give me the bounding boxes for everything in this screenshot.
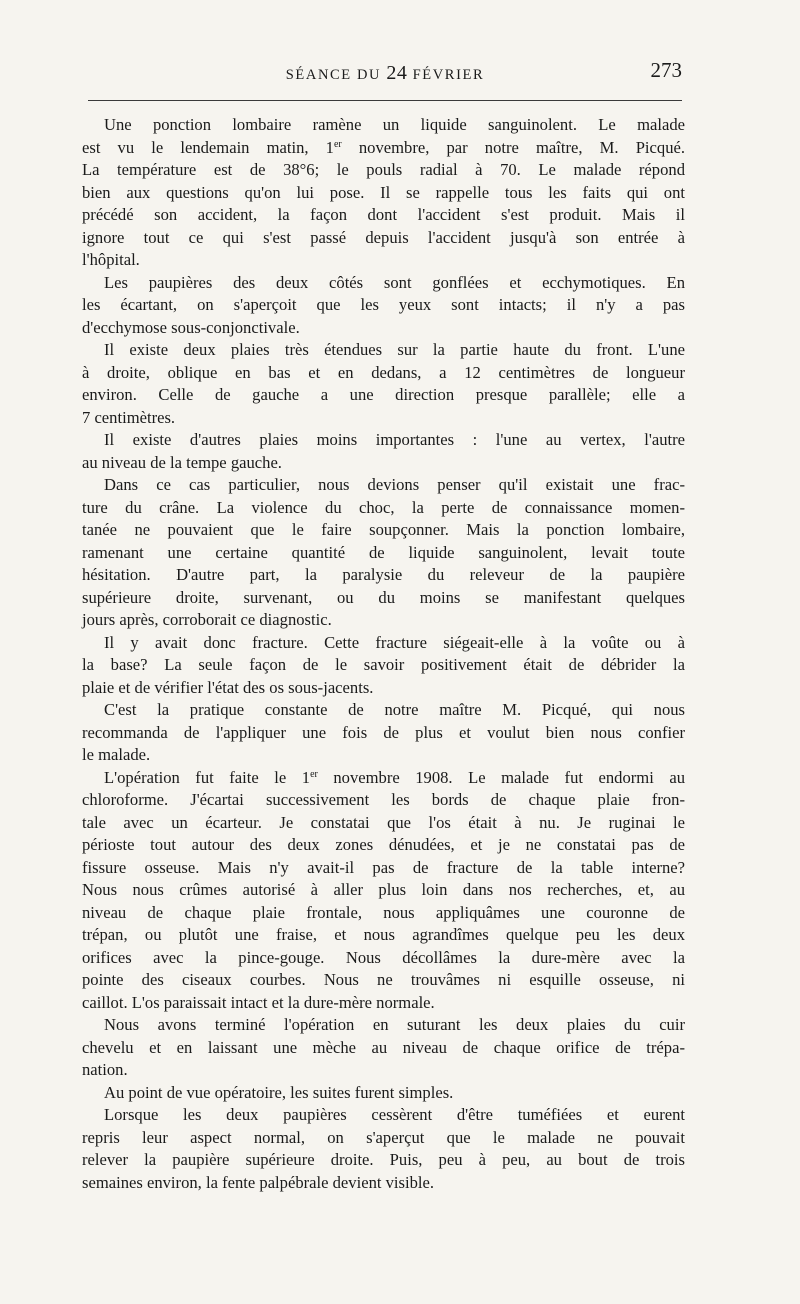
text-line: trépan, ou plutôt une fraise, et nous agrandîmes quelque peu les deux [82, 925, 685, 944]
text-line: au niveau de la tempe gauche. [82, 452, 282, 472]
text-line: recommanda de l'appliquer une fois de plus et voulut bien nous confier [82, 722, 685, 742]
text-line: la base? La seule façon de le savoir positivement était de débrider la [82, 655, 685, 674]
text-line: précédé son accident, la façon dont l'accident s'est produit. Mais il [82, 205, 685, 224]
text-line: ture du crâne. La violence du choc, la perte de connaissance momen- [82, 497, 685, 517]
text-line: jours après, corroborait ce diagnostic. [82, 610, 332, 629]
text-line: semaines environ, la fente palpébrale devient visible. [82, 1172, 435, 1192]
text-line: orifices avec la pince-gouge. Nous décollâmes la dure-mère avec la [82, 947, 685, 967]
text-line: périoste tout autour des deux zones dénudées, et je ne constatai pas de [82, 835, 685, 854]
body-text [82, 114, 685, 1194]
text-line: pointe des ciseaux courbes. Nous ne trouvâmes ni esquille osseuse, ni [82, 970, 685, 989]
running-title [88, 62, 682, 85]
paragraph [82, 114, 685, 272]
paragraph [82, 1104, 685, 1194]
text-line: Nous nous crûmes autorisé à aller plus loin dans nos recherches, et, au [82, 880, 685, 899]
text-line: bien aux questions qu'on lui pose. Il se rappelle tous les faits qui ont [82, 182, 685, 202]
text-line: repris leur aspect normal, on s'aperçut que le malade ne pouvait [82, 1127, 685, 1147]
running-header [88, 58, 682, 88]
text-line: le malade. [82, 745, 151, 764]
text-line: nation. [82, 1060, 128, 1079]
text-line: d'ecchymose sous-conjonctivale. [82, 317, 300, 337]
paragraph [82, 632, 685, 700]
paragraph [82, 1014, 685, 1082]
text-line: tale avec un écarteur. Je constatai que l'os était à nu. Je ruginai le [82, 812, 685, 832]
text-line: supérieure droite, survenant, ou du moins se manifestant quelques [82, 587, 685, 607]
text-line: l'hôpital. [82, 250, 140, 269]
paragraph [82, 339, 685, 429]
text-line: Dans ce cas particulier, nous devions penser qu'il existait une frac- [104, 475, 685, 494]
text-line: les écartant, on s'aperçoit que les yeux sont intacts; il n'y a pas [82, 295, 685, 314]
paragraph [82, 474, 685, 632]
text-line: Les paupières des deux côtés sont gonflées et ecchymotiques. En [104, 272, 685, 292]
text-line: Une ponction lombaire ramène un liquide sanguinolent. Le malade [104, 115, 685, 134]
text-line: plaie et de vérifier l'état des os sous-jacents. [82, 677, 374, 697]
text-line: Il existe deux plaies très étendues sur la partie haute du front. L'une [104, 340, 685, 359]
text-line: tanée ne pouvaient que le faire soupçonner. Mais la ponction lombaire, [82, 520, 685, 539]
text-line: environ. Celle de gauche a une direction presque parallèle; elle a [82, 385, 685, 404]
text-line: C'est la pratique constante de notre maître M. Picqué, qui nous [104, 700, 685, 719]
running-title-prefix: SÉANCE DU [285, 67, 382, 83]
running-title-month: FÉVRIER [412, 67, 485, 83]
page-number: 273 [650, 58, 682, 82]
text-line: chloroforme. J'écartai successivement les bords de chaque plaie fron- [82, 790, 685, 809]
paragraph [82, 272, 685, 340]
text-line: Il existe d'autres plaies moins importantes : l'une au vertex, l'autre [104, 430, 685, 449]
text-line: ignore tout ce qui s'est passé depuis l'accident jusqu'à son entrée à [82, 227, 685, 247]
text-line: La température est de 38°6; le pouls radial à 70. Le malade répond [82, 160, 685, 179]
text-line: Lorsque les deux paupières cessèrent d'être tuméfiées et eurent [104, 1105, 685, 1124]
text-line: niveau de chaque plaie frontale, nous appliquâmes une couronne de [82, 902, 685, 922]
paragraph [82, 429, 685, 474]
header-rule [88, 100, 682, 101]
paragraph [82, 767, 685, 1015]
text-line: est vu le lendemain matin, 1er novembre, par notre maître, M. Picqué. [82, 137, 686, 157]
paragraph [82, 699, 685, 767]
text-line: à droite, oblique en bas et en dedans, a 12 centimètres de longueur [82, 362, 685, 382]
text-line: Il y avait donc fracture. Cette fracture siégeait-elle à la voûte ou à [104, 632, 685, 652]
text-line: Nous avons terminé l'opération en suturant les deux plaies du cuir [104, 1015, 685, 1034]
paragraph [82, 1082, 685, 1105]
text-line: L'opération fut faite le 1er novembre 1908. Le malade fut endormi au [104, 767, 685, 787]
text-line: Au point de vue opératoire, les suites furent simples. [104, 1082, 454, 1102]
text-line: hésitation. D'autre part, la paralysie du releveur de la paupière [82, 565, 685, 584]
text-line: chevelu et en laissant une mèche au niveau de chaque orifice de trépa- [82, 1037, 685, 1057]
text-line: ramenant une certaine quantité de liquide sanguinolent, levait toute [82, 542, 685, 562]
text-line: 7 centimètres. [82, 407, 176, 427]
text-line: relever la paupière supérieure droite. Puis, peu à peu, au bout de trois [82, 1150, 685, 1169]
running-title-day: 24 [386, 62, 408, 84]
text-line: fissure osseuse. Mais n'y avait-il pas de fracture de la table interne? [82, 857, 685, 877]
text-line: caillot. L'os paraissait intact et la dure-mère normale. [82, 992, 435, 1012]
